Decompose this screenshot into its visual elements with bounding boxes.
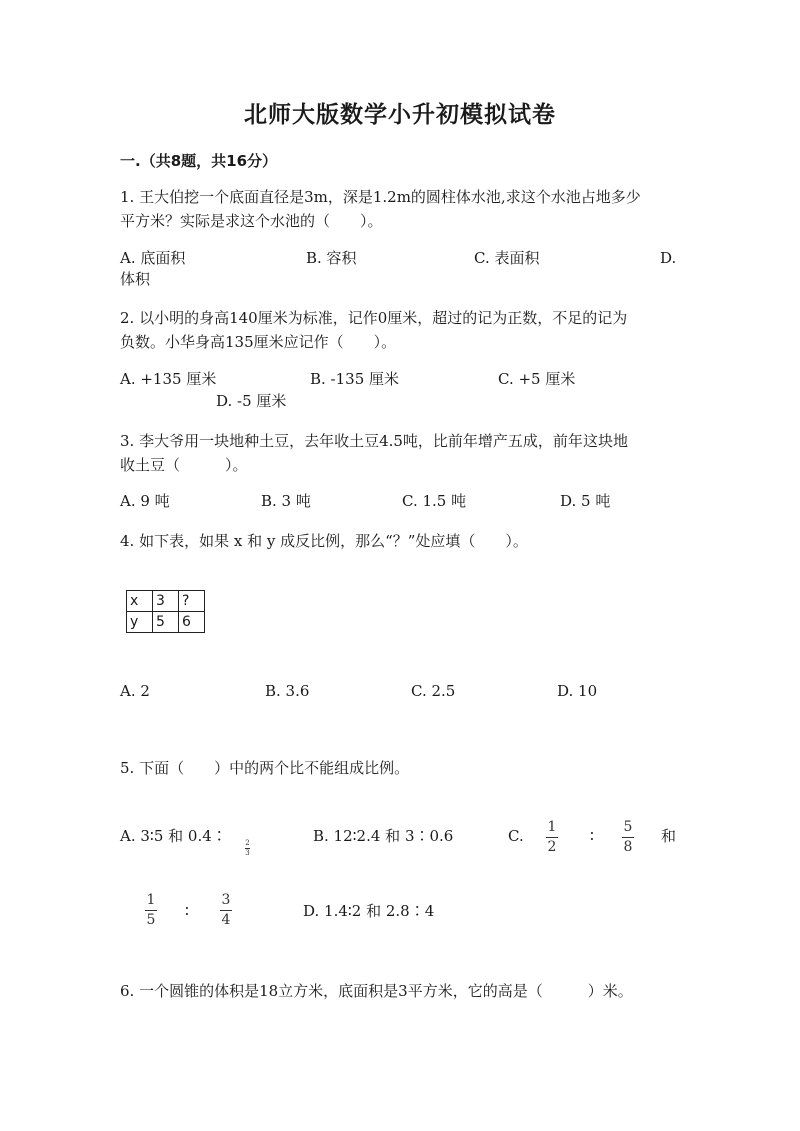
table-cell: 3 (153, 591, 179, 612)
question-3-option-a: A. 9 吨 (120, 492, 170, 510)
question-1-option-a: A. 底面积 (120, 249, 186, 267)
question-3-option-b: B. 3 吨 (261, 492, 311, 510)
question-1-option-c: C. 表面积 (474, 249, 540, 267)
question-6-line-1: 6. 一个圆锥的体积是18立方米，底面积是3平方米，它的高是（ ）米。 (120, 982, 633, 1000)
fraction-three-fourths (220, 893, 232, 928)
table-cell: y (127, 612, 153, 633)
fraction-two-thirds (245, 840, 250, 857)
question-1-option-d: D. (660, 249, 677, 267)
table-cell: 6 (179, 612, 205, 633)
question-2-line-1: 2. 以小明的身高140厘米为标准，记作0厘米，超过的记为正数，不足的记为 (120, 309, 628, 327)
xy-table (126, 590, 205, 633)
question-4-line-1: 4. 如下表，如果 x 和 y 成反比例，那么“？”处应填（ ）。 (120, 532, 528, 550)
fraction-bar (622, 837, 634, 838)
question-5-option-c-label: C. (508, 827, 524, 845)
question-5-option-a: A. 3∶5 和 0.4∶ (120, 827, 227, 845)
question-4-option-d: D. 10 (557, 682, 598, 700)
fraction-denominator: 4 (221, 912, 231, 928)
question-2-option-a: A. +135 厘米 (120, 370, 217, 388)
fraction-one-fifth (145, 893, 157, 928)
page-title: 北师大版数学小升初模拟试卷 (244, 102, 556, 128)
fraction-bar (546, 837, 558, 838)
fraction-numerator: 1 (146, 892, 156, 908)
question-2-line-2: 负数。小华身高135厘米应记作（ ）。 (120, 333, 397, 351)
fraction-one-half (546, 820, 558, 855)
table-cell: 5 (153, 612, 179, 633)
fraction-numerator: 3 (221, 892, 231, 908)
fraction-denominator: 8 (623, 839, 633, 855)
question-3-line-1: 3. 李大爷用一块地种土豆，去年收土豆4.5吨，比前年增产五成，前年这块地 (120, 432, 628, 450)
table-row (127, 612, 205, 633)
fraction-denominator: 2 (547, 839, 557, 855)
question-5-option-b: B. 12∶2.4 和 3∶0.6 (313, 827, 454, 845)
question-1-line-1: 1. 王大伯挖一个底面直径是3m，深是1.2m的圆柱体水池,求这个水池占地多少 (120, 188, 641, 206)
question-3-line-2: 收土豆（ ）。 (120, 456, 248, 474)
fraction-denominator: 5 (146, 912, 156, 928)
fraction-numerator: 2 (245, 839, 250, 847)
question-1-option-d-text: 体积 (120, 270, 151, 288)
fraction-bar (145, 910, 157, 911)
question-1-option-b: B. 容积 (306, 249, 357, 267)
section-heading: 一.（共8题，共16分） (120, 152, 278, 170)
question-2-option-b: B. -135 厘米 (310, 370, 400, 388)
conjunction-and: 和 (661, 827, 677, 845)
fraction-denominator: 3 (245, 849, 250, 857)
ratio-colon: ∶ (185, 902, 189, 920)
question-3-option-d: D. 5 吨 (560, 492, 611, 510)
fraction-numerator: 5 (623, 819, 633, 835)
question-1-line-2: 平方米？实际是求这个水池的（ ）。 (120, 212, 383, 230)
question-4-option-c: C. 2.5 (411, 682, 456, 700)
question-5-line-1: 5. 下面（ ）中的两个比不能组成比例。 (120, 759, 410, 777)
ratio-colon: ∶ (590, 827, 594, 845)
fraction-five-eighths (622, 820, 634, 855)
question-4-option-a: A. 2 (120, 682, 150, 700)
question-4-option-b: B. 3.6 (265, 682, 310, 700)
table-cell: x (127, 591, 153, 612)
question-2-option-c: C. +5 厘米 (498, 370, 576, 388)
fraction-numerator: 1 (547, 819, 557, 835)
table-row (127, 591, 205, 612)
table-cell: ? (179, 591, 205, 612)
question-5-option-d: D. 1.4∶2 和 2.8∶4 (303, 902, 435, 920)
question-2-option-d: D. -5 厘米 (216, 392, 287, 410)
question-3-option-c: C. 1.5 吨 (402, 492, 467, 510)
fraction-bar (220, 910, 232, 911)
